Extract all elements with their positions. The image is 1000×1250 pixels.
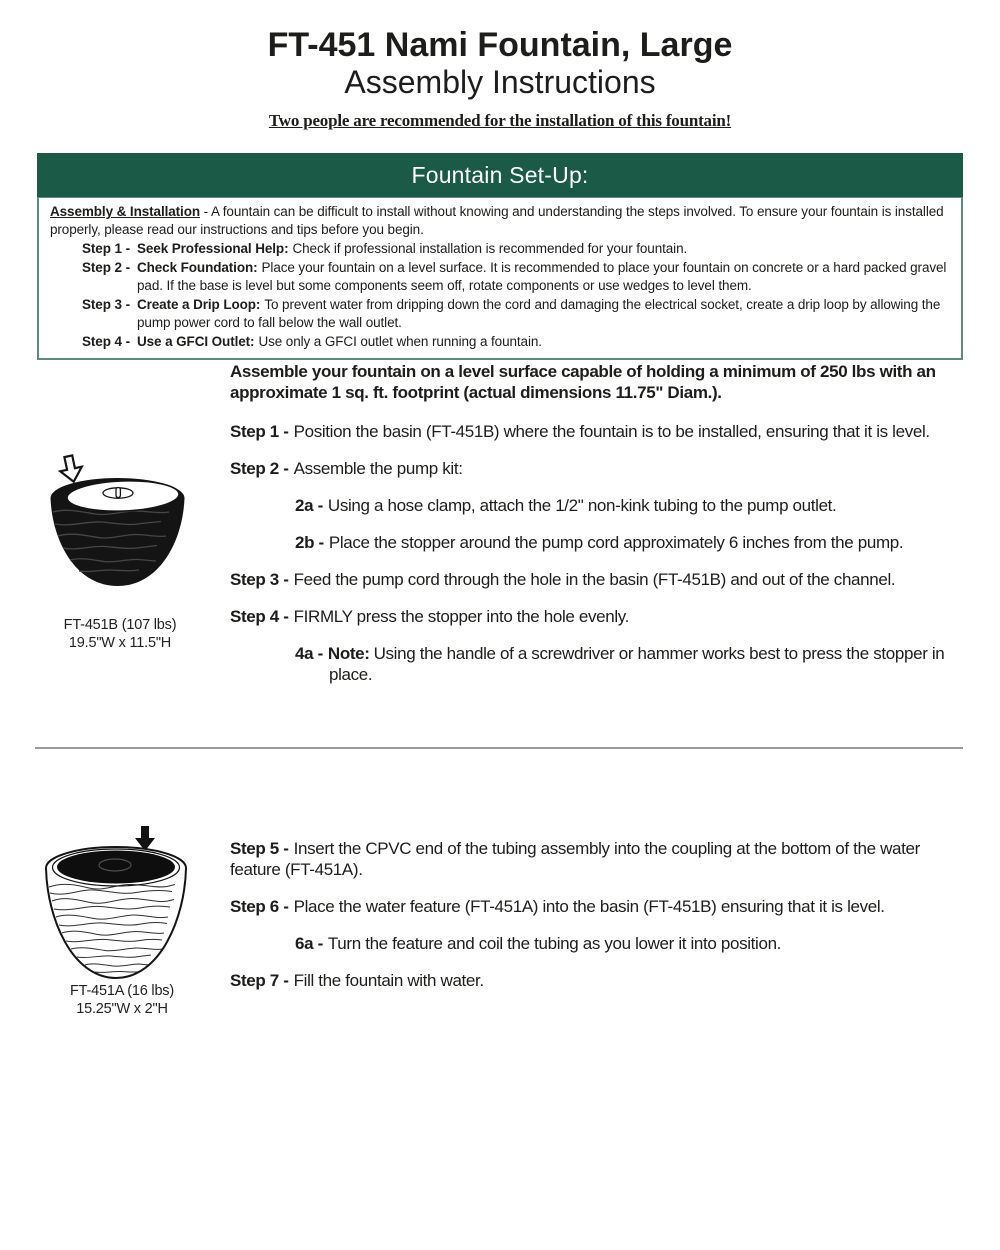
water-feature-illustration xyxy=(42,824,194,989)
assembly-step xyxy=(295,643,972,685)
assembly-step xyxy=(295,933,972,954)
step-text: Use only a GFCI outlet when running a fountain. xyxy=(258,334,542,349)
step-label: Step 4 - xyxy=(82,334,130,349)
step-text: Place the water feature (FT-451A) into the basin (FT-451B) ensuring that it is level. xyxy=(293,897,885,916)
step-label: 2b - xyxy=(295,533,324,552)
water-feature-model-weight: FT-451A (16 lbs) xyxy=(70,983,174,999)
step-label: Step 3 - xyxy=(82,297,130,312)
setup-step xyxy=(82,259,950,295)
section2-steps-list xyxy=(230,838,972,991)
step-text: Fill the fountain with water. xyxy=(293,971,484,990)
step-text: Check if professional installation is recommended for your fountain. xyxy=(292,241,688,256)
step-label: 6a - xyxy=(295,934,323,953)
step-text: FIRMLY press the stopper into the hole evenly. xyxy=(293,607,630,626)
step-label: Step 6 - xyxy=(230,897,289,916)
hollow-down-arrow-icon xyxy=(58,454,85,484)
section1-steps xyxy=(230,361,972,701)
water-feature-figure-svg xyxy=(42,824,194,984)
step-label: Step 1 - xyxy=(230,422,289,441)
step-text: Position the basin (FT-451B) where the fountain is to be installed, ensuring that it is level. xyxy=(293,422,930,441)
step-label: Step 3 - xyxy=(230,570,289,589)
step-text: Assemble the pump kit: xyxy=(293,459,463,478)
step-title: Use a GFCI Outlet: xyxy=(136,334,255,349)
assembly-step xyxy=(230,606,972,627)
intro-label: Assembly & Installation xyxy=(50,204,200,219)
intro-text: A fountain can be difficult to install without knowing and understanding the steps involved. To ensure your fountain is installed properly, please read our instructions and tips before you begin. xyxy=(50,204,944,237)
water-feature-dimensions: 15.25"W x 2"H xyxy=(76,1000,168,1017)
setup-box-body xyxy=(37,197,963,360)
step-label: 4a - xyxy=(295,644,323,663)
step-label: Step 4 - xyxy=(230,607,289,626)
step-text: Using the handle of a screwdriver or hammer works best to press the stopper in place. xyxy=(329,644,945,684)
step-label: Step 2 - xyxy=(82,260,130,275)
two-people-notice: Two people are recommended for the installation of this fountain! xyxy=(268,111,732,130)
step-text: Insert the CPVC end of the tubing assembly into the coupling at the bottom of the water feature (FT-451A). xyxy=(230,839,920,879)
step-label: Step 7 - xyxy=(230,971,289,990)
assembly-step xyxy=(230,458,972,479)
section2-steps xyxy=(230,838,972,1007)
step-title: Note: xyxy=(327,644,370,663)
step-title: Create a Drip Loop: xyxy=(136,297,261,312)
section-divider xyxy=(35,747,963,749)
step-text: Using a hose clamp, attach the 1/2" non-kink tubing to the pump outlet. xyxy=(327,496,837,515)
setup-steps-list xyxy=(50,240,950,351)
fountain-setup-box xyxy=(37,153,963,360)
step-text: Place your fountain on a level surface. It is recommended to place your fountain on concrete or a hard packed gravel pad. If the base is level but some components seem off, rotate components or use wedges to level them. xyxy=(137,260,947,293)
setup-step xyxy=(82,333,950,351)
assembly-step xyxy=(295,532,972,553)
step-label: Step 1 - xyxy=(82,241,130,256)
basin-figure-svg xyxy=(45,452,190,597)
basin-dimensions: 19.5"W x 11.5"H xyxy=(68,634,172,651)
step-label: Step 5 - xyxy=(230,839,289,858)
setup-step xyxy=(82,240,950,258)
basin-illustration xyxy=(45,452,190,602)
setup-step xyxy=(82,296,950,332)
step-text: Feed the pump cord through the hole in the basin (FT-451B) and out of the channel. xyxy=(293,570,896,589)
step-text: Place the stopper around the pump cord approximately 6 inches from the pump. xyxy=(328,533,904,552)
surface-requirement-note: Assemble your fountain on a level surface capable of holding a minimum of 250 lbs with an approximate 1 sq. ft. footprint (actual dimensions 11.75" Diam.). xyxy=(230,362,936,402)
step-label: 2a - xyxy=(295,496,323,515)
assembly-step xyxy=(230,970,972,991)
document-subtitle: Assembly Instructions xyxy=(344,64,656,100)
step-label: Step 2 - xyxy=(230,459,289,478)
basin-model-weight: FT-451B (107 lbs) xyxy=(63,617,177,633)
step-title: Check Foundation: xyxy=(136,260,258,275)
section1-steps-list xyxy=(230,421,972,685)
step-title: Seek Professional Help: xyxy=(136,241,289,256)
intro-separator: - xyxy=(200,204,211,219)
setup-box-title: Fountain Set-Up: xyxy=(37,153,963,197)
assembly-step xyxy=(230,421,972,442)
step-text: Turn the feature and coil the tubing as you lower it into position. xyxy=(327,934,782,953)
basin-coupling-tick xyxy=(116,488,120,498)
assembly-installation-intro xyxy=(50,203,950,239)
assembly-step xyxy=(230,838,972,880)
water-feature-opening xyxy=(57,851,175,884)
assembly-step xyxy=(230,896,972,917)
basin-caption xyxy=(28,617,212,652)
assembly-step xyxy=(295,495,972,516)
step-text: To prevent water from dripping down the cord and damaging the electrical socket, create a drip loop by allowing the pump power cord to fall below the wall outlet. xyxy=(137,297,941,330)
assembly-step xyxy=(230,569,972,590)
water-feature-caption xyxy=(30,983,214,1018)
product-title: FT-451 Nami Fountain, Large xyxy=(267,26,733,64)
